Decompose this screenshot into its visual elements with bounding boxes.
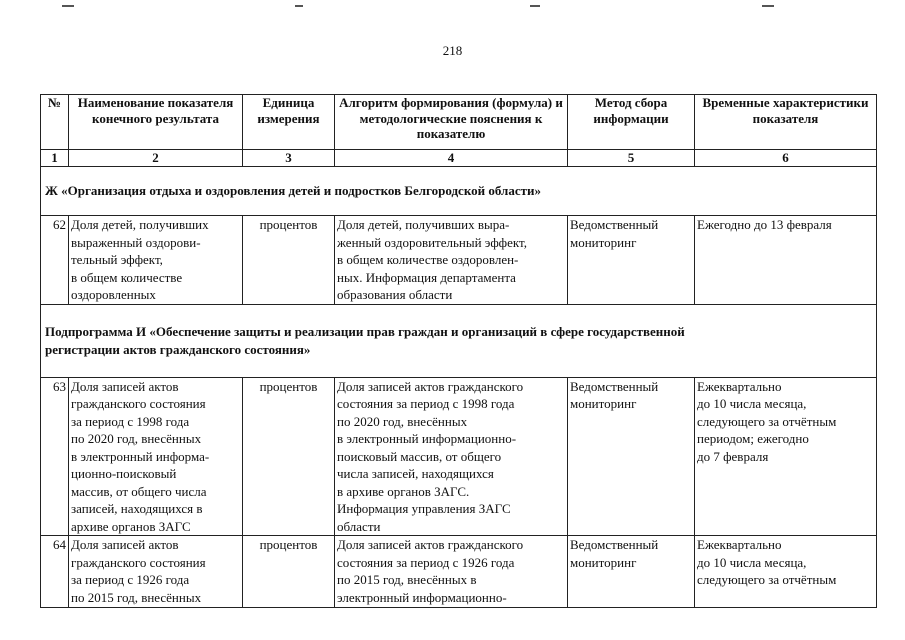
time-cell bbox=[695, 536, 877, 608]
text-line: Ежеквартально bbox=[697, 378, 782, 394]
text-line: состояния за период с 1926 года bbox=[337, 554, 515, 570]
section-title: Ж «Организация отдыха и оздоровления детей и подростков Белгородской области» bbox=[41, 167, 877, 216]
method-cell bbox=[568, 216, 695, 305]
page-number: 218 bbox=[442, 43, 463, 58]
method-cell bbox=[568, 536, 695, 608]
text-line: мониторинг bbox=[570, 396, 637, 411]
text-line: гражданского состояния bbox=[71, 554, 206, 570]
column-number: 1 bbox=[41, 150, 69, 167]
text-line: Информация управления ЗАГС bbox=[337, 501, 511, 516]
text-line: поисковый массив, от общего bbox=[337, 448, 502, 464]
time-cell bbox=[695, 377, 877, 536]
text-line: в общем количестве bbox=[71, 269, 183, 285]
header-time: Временные характеристики показателя bbox=[695, 95, 877, 150]
table-row bbox=[41, 377, 877, 536]
text-line: Доля детей, получивших выра- bbox=[337, 217, 510, 232]
table-row bbox=[41, 216, 877, 305]
section-title bbox=[41, 304, 877, 377]
row-number: 64 bbox=[41, 536, 69, 608]
header-number: № bbox=[41, 95, 69, 150]
indicator-name bbox=[69, 216, 243, 305]
table-row bbox=[41, 536, 877, 608]
text-line: записей, находящихся в bbox=[71, 501, 203, 516]
algorithm-cell bbox=[335, 536, 568, 608]
text-line: Доля записей актов гражданского bbox=[337, 537, 524, 552]
column-number: 5 bbox=[568, 150, 695, 167]
indicators-table bbox=[40, 94, 877, 608]
text-line: числа записей, находящихся bbox=[337, 466, 494, 481]
algorithm-cell bbox=[335, 377, 568, 536]
text-line: Ведомственный bbox=[570, 217, 659, 232]
text-line: в электронный информа- bbox=[71, 448, 210, 464]
text-line: гражданского состояния bbox=[71, 396, 206, 411]
text-line: Доля записей актов гражданского bbox=[337, 378, 524, 394]
text-line: в архиве органов ЗАГС. bbox=[337, 483, 470, 499]
scan-mark bbox=[762, 5, 774, 7]
unit-cell: процентов bbox=[243, 216, 335, 305]
column-number: 3 bbox=[243, 150, 335, 167]
scan-artifacts bbox=[0, 0, 905, 14]
scan-mark bbox=[530, 5, 540, 7]
text-line: Ведомственный bbox=[570, 378, 659, 394]
text-line: периодом; ежегодно bbox=[697, 431, 809, 446]
column-number: 2 bbox=[69, 150, 243, 167]
column-number-row bbox=[41, 150, 877, 167]
text-line: оздоровленных bbox=[71, 287, 156, 302]
text-line: состояния за период с 1998 года bbox=[337, 396, 515, 411]
indicator-name bbox=[69, 536, 243, 608]
unit-cell: процентов bbox=[243, 536, 335, 608]
text-line: тельный эффект, bbox=[71, 252, 163, 267]
text-line: за период с 1926 года bbox=[71, 572, 190, 587]
text-line: по 2020 год, внесённых bbox=[337, 413, 468, 429]
header-method: Метод сбора информации bbox=[568, 95, 695, 150]
section-title-line: Подпрограмма И «Обеспечение защиты и реализации прав граждан и организаций в сфере государственной bbox=[45, 323, 685, 339]
scan-mark bbox=[295, 5, 303, 7]
text-line: образования области bbox=[337, 287, 453, 302]
unit-cell: процентов bbox=[243, 377, 335, 536]
text-line: электронный информационно- bbox=[337, 589, 507, 605]
text-line: за период с 1998 года bbox=[71, 413, 190, 429]
header-algorithm: Алгоритм формирования (формула) и методологические пояснения к показателю bbox=[335, 95, 568, 150]
text-line: Ведомственный bbox=[570, 537, 659, 552]
text-line: Доля детей, получивших bbox=[71, 217, 209, 232]
text-line: Доля записей актов bbox=[71, 378, 179, 394]
scan-mark bbox=[62, 5, 74, 7]
text-line: ционно-поисковый bbox=[71, 466, 177, 481]
text-line: женный оздоровительный эффект, bbox=[337, 234, 527, 250]
text-line: следующего за отчётным bbox=[697, 413, 837, 429]
text-line: массив, от общего числа bbox=[71, 483, 207, 499]
row-number: 63 bbox=[41, 377, 69, 536]
text-line: до 7 февраля bbox=[697, 448, 769, 464]
text-line: выраженный оздорови- bbox=[71, 234, 201, 250]
text-line: по 2015 год, внесённых в bbox=[337, 572, 477, 587]
text-line: по 2015 год, внесённых bbox=[71, 589, 202, 605]
text-line: Ежеквартально bbox=[697, 537, 782, 552]
text-line: Доля записей актов bbox=[71, 537, 179, 552]
text-line: мониторинг bbox=[570, 234, 637, 250]
text-line: до 10 числа месяца, bbox=[697, 396, 807, 411]
method-cell bbox=[568, 377, 695, 536]
text-line: архиве органов ЗАГС bbox=[71, 518, 191, 534]
text-line: в общем количестве оздоровлен- bbox=[337, 252, 519, 267]
text-line: области bbox=[337, 518, 381, 534]
section-heading-row bbox=[41, 167, 877, 216]
text-line: в электронный информационно- bbox=[337, 431, 517, 446]
table-header-row bbox=[41, 95, 877, 150]
indicator-name bbox=[69, 377, 243, 536]
section-title-line: регистрации актов гражданского состояния» bbox=[45, 341, 311, 357]
row-number: 62 bbox=[41, 216, 69, 305]
algorithm-cell bbox=[335, 216, 568, 305]
column-number: 6 bbox=[695, 150, 877, 167]
text-line: до 10 числа месяца, bbox=[697, 554, 807, 570]
text-line: мониторинг bbox=[570, 554, 637, 570]
header-unit: Единица измерения bbox=[243, 95, 335, 150]
text-line: ных. Информация департамента bbox=[337, 269, 516, 285]
section-heading-row bbox=[41, 304, 877, 377]
time-cell bbox=[695, 216, 877, 305]
column-number: 4 bbox=[335, 150, 568, 167]
text-line: следующего за отчётным bbox=[697, 572, 837, 587]
header-indicator-name: Наименование показателя конечного результата bbox=[69, 95, 243, 150]
text-line: Ежегодно до 13 февраля bbox=[697, 217, 832, 232]
text-line: по 2020 год, внесённых bbox=[71, 431, 202, 446]
